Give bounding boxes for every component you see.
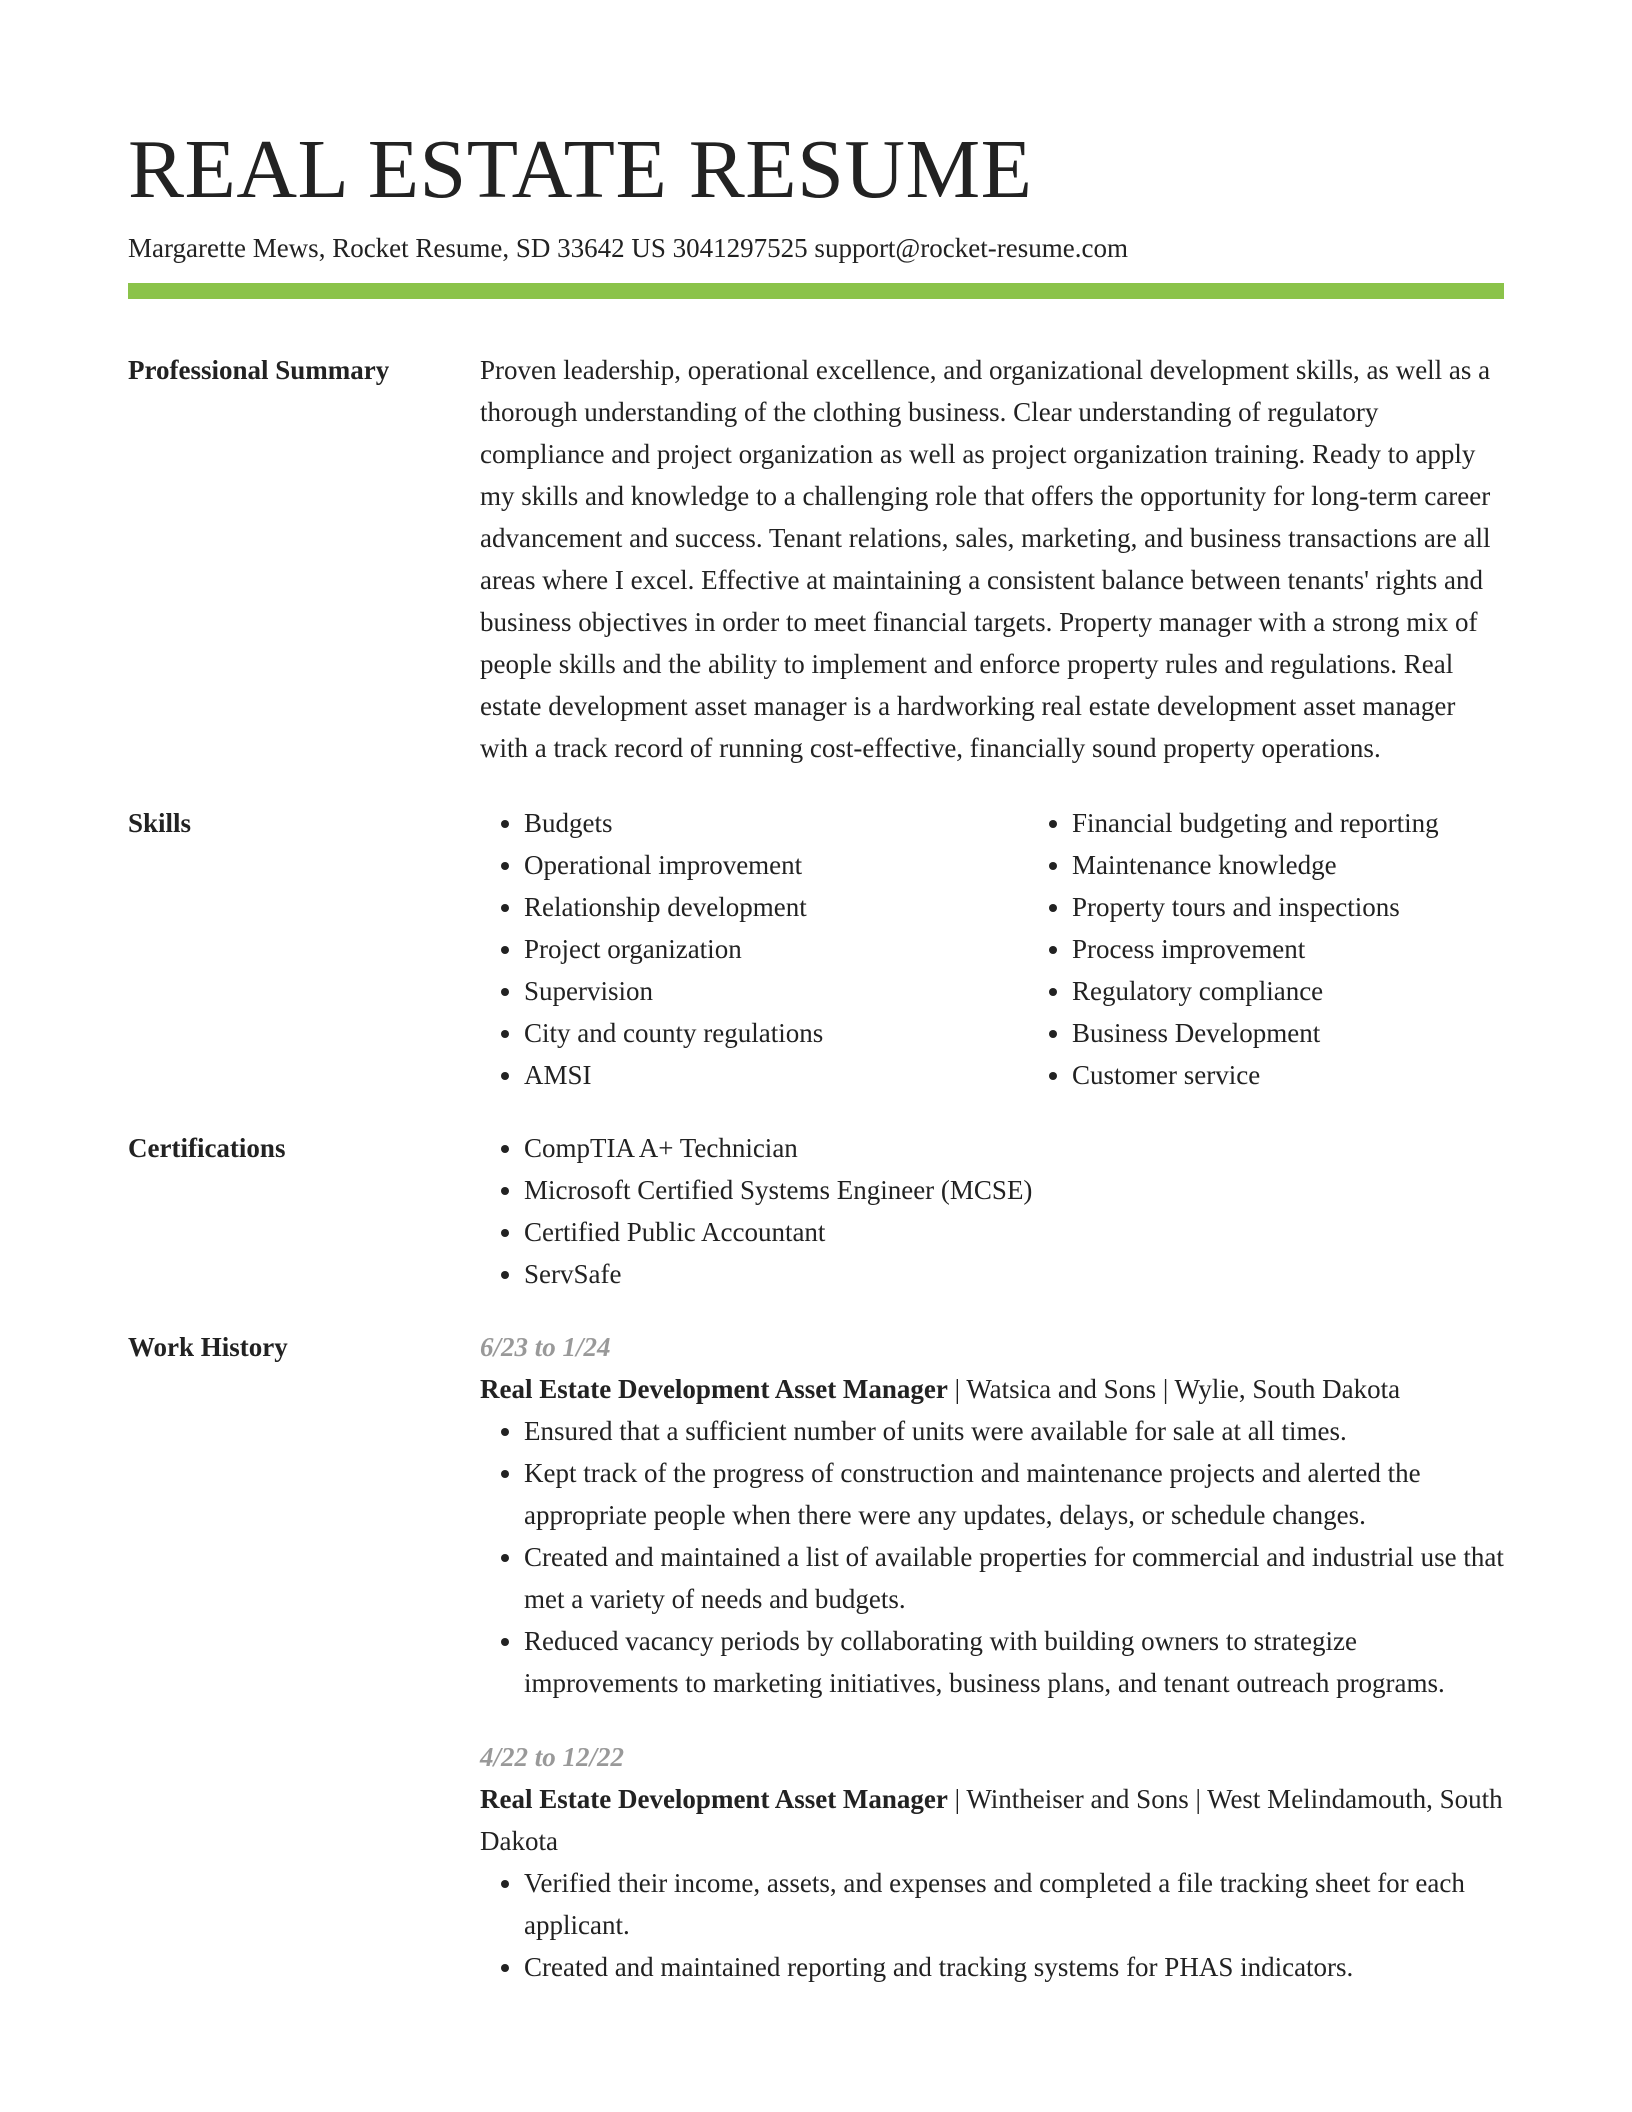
job-duty-item: • Created and maintained a list of available properties for commercial and industrial use that met a variety of needs and budgets. (524, 1536, 1504, 1620)
summary-text: Proven leadership, operational excellence, and organizational development skills, as well as a thorough understanding of the clothing business. Clear understanding of regulatory compliance and project organization as well as project organization training. Ready to apply my skills and knowledge to a challenging role that offers the opportunity for long-term career advancement and success. Tenant relations, sales, marketing, and business transactions are all areas where I excel. Effective at maintaining a consistent balance between tenants' rights and business objectives in order to meet financial targets. Property manager with a strong mix of people skills and the ability to implement and enforce property rules and regulations. Real estate development asset manager is a hardworking real estate development asset manager with a track record of running cost-effective, financially sound property operations. (480, 355, 1491, 763)
job-company-location: | Wintheiser and Sons | West Melindamouth, South Dakota (480, 1784, 1503, 1856)
job-duties-list (480, 1410, 1504, 1704)
skill-item: • AMSI (524, 1054, 1028, 1096)
job-title: Real Estate Development Asset Manager (480, 1784, 948, 1814)
job-heading (480, 1778, 1504, 1862)
skill-item: • Project organization (524, 928, 1028, 970)
job-entry (480, 1326, 1504, 1704)
job-duties-list (480, 1862, 1504, 1988)
certifications-section (128, 1127, 1504, 1295)
skill-item: • Maintenance knowledge (1072, 844, 1576, 886)
skill-item: • Process improvement (1072, 928, 1576, 970)
skills-list-right (1028, 802, 1576, 1096)
job-duty-item: • Created and maintained reporting and tracking systems for PHAS indicators. (524, 1946, 1504, 1988)
skill-item: • City and county regulations (524, 1012, 1028, 1054)
skill-item: • Property tours and inspections (1072, 886, 1576, 928)
job-duty-item: • Verified their income, assets, and expenses and completed a file tracking sheet for each applicant. (524, 1862, 1504, 1946)
job-company-location: | Watsica and Sons | Wylie, South Dakota (947, 1374, 1401, 1404)
job-heading (480, 1368, 1504, 1410)
certification-item: • CompTIA A+ Technician (524, 1127, 1504, 1169)
job-duty-item: • Kept track of the progress of construction and maintenance projects and alerted the appropriate people when there were any updates, delays, or schedule changes. (524, 1452, 1504, 1536)
job-duty-item: • Reduced vacancy periods by collaborating with building owners to strategize improvements to marketing initiatives, business plans, and tenant outreach programs. (524, 1620, 1504, 1704)
skill-item: • Financial budgeting and reporting (1072, 802, 1576, 844)
certification-item: • Microsoft Certified Systems Engineer (MCSE) (524, 1169, 1504, 1211)
skill-item: • Budgets (524, 802, 1028, 844)
section-label-skills: Skills (128, 808, 192, 838)
certifications-list (480, 1127, 1504, 1295)
skill-item: • Business Development (1072, 1012, 1576, 1054)
section-label-summary: Professional Summary (128, 355, 390, 385)
job-dates: 4/22 to 12/22 (480, 1742, 625, 1772)
skill-item: • Customer service (1072, 1054, 1576, 1096)
skill-item: • Operational improvement (524, 844, 1028, 886)
job-duty-item: • Ensured that a sufficient number of units were available for sale at all times. (524, 1410, 1504, 1452)
job-entry (480, 1736, 1504, 1988)
section-label-work-history: Work History (128, 1332, 288, 1362)
resume-title: REAL ESTATE RESUME (128, 123, 1033, 216)
job-title: Real Estate Development Asset Manager (480, 1374, 948, 1404)
skill-item: • Supervision (524, 970, 1028, 1012)
contact-info: Margarette Mews, Rocket Resume, SD 33642 US 3041297525 support@rocket-resume.com (128, 233, 1128, 263)
skills-section (128, 802, 1504, 1096)
certification-item: • ServSafe (524, 1253, 1504, 1295)
skill-item: • Relationship development (524, 886, 1028, 928)
work-history-section (128, 1326, 1504, 1988)
skill-item: • Regulatory compliance (1072, 970, 1576, 1012)
header-divider (128, 283, 1504, 299)
resume-page (128, 0, 1504, 1988)
professional-summary-section (128, 349, 1504, 769)
skills-list-left (480, 802, 1028, 1096)
section-label-certifications: Certifications (128, 1133, 286, 1163)
certification-item: • Certified Public Accountant (524, 1211, 1504, 1253)
job-dates: 6/23 to 1/24 (480, 1332, 611, 1362)
